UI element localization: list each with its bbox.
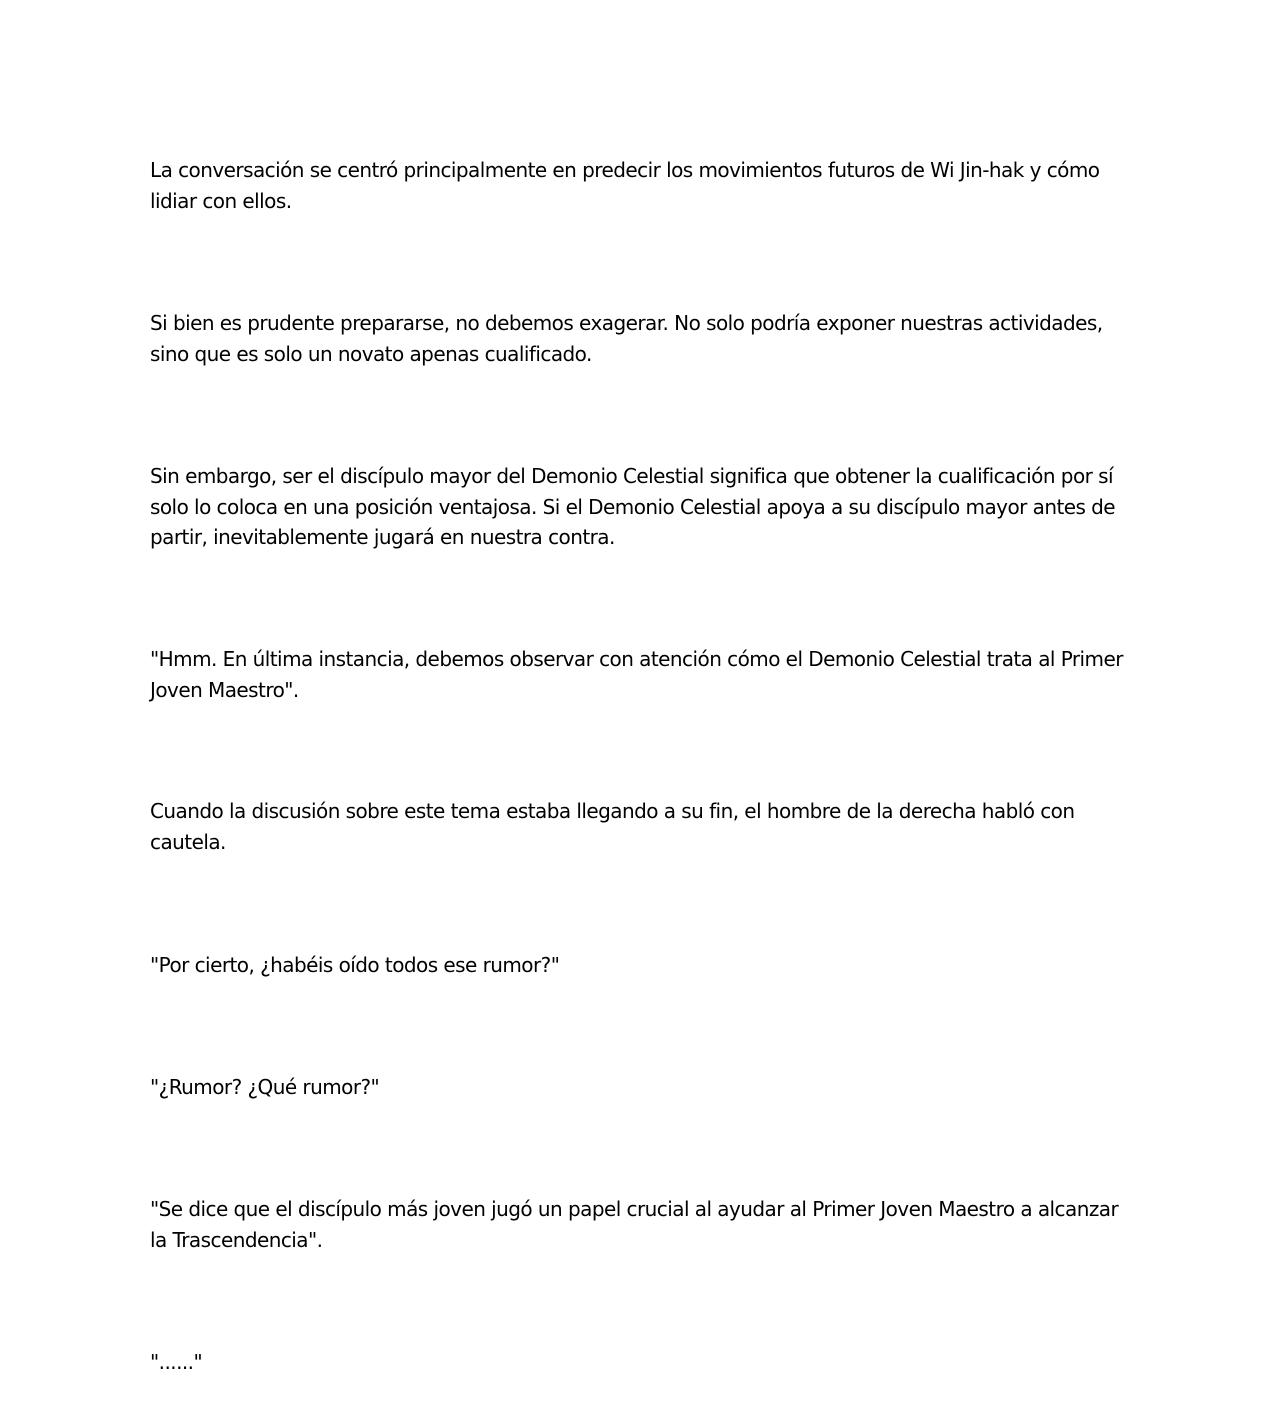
paragraph: La conversación se centró principalmente en predecir los movimientos futuros de Wi Jin-hak y cómo lidiar con ellos. [150, 158, 1100, 213]
paragraph: Cuando la discusión sobre este tema estaba llegando a su fin, el hombre de la derecha habló con cautela. [150, 799, 1075, 854]
paragraph: "Por cierto, ¿habéis oído todos ese rumor?" [150, 953, 560, 977]
paragraph: "Se dice que el discípulo más joven jugó un papel crucial al ayudar al Primer Joven Maestro a alcanzar la Trascendencia". [150, 1197, 1119, 1252]
paragraph: "Hmm. En última instancia, debemos observar con atención cómo el Demonio Celestial trata al Primer Joven Maestro". [150, 647, 1123, 702]
paragraph: Si bien es prudente prepararse, no debemos exagerar. No solo podría exponer nuestras actividades, sino que es solo un novato apenas cualificado. [150, 311, 1103, 366]
paragraph: "¿Rumor? ¿Qué rumor?" [150, 1075, 380, 1099]
paragraph: Sin embargo, ser el discípulo mayor del Demonio Celestial significa que obtener la cualificación por sí solo lo coloca en una posición ventajosa. Si el Demonio Celestial apoya a su discípulo mayor antes de partir, inevitablemente jugará en nuestra contra. [150, 464, 1116, 549]
paragraph: "......" [150, 1350, 203, 1374]
